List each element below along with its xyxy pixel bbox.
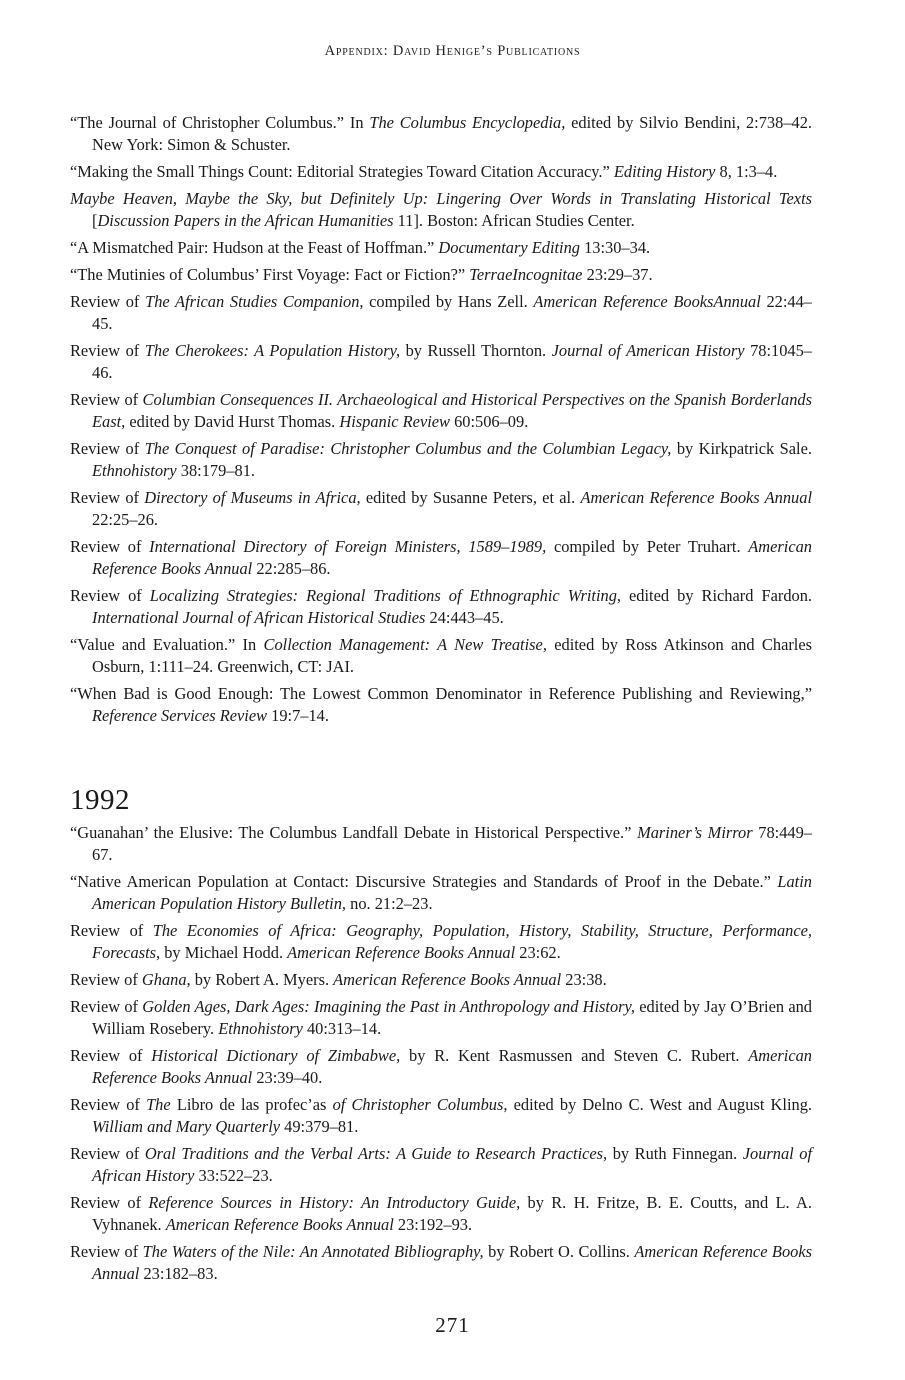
entry-text: 33:522–23. — [194, 1166, 273, 1185]
entry-text: Review of — [70, 921, 153, 940]
entry-text: 13:30–34. — [580, 238, 651, 257]
entry-text: 22:25–26. — [92, 510, 159, 529]
entry-text: Review of — [70, 390, 143, 409]
italic-title: Ethnohistory — [218, 1019, 303, 1038]
entry-text: edited by Silvio Bendini, 2:738–42. New York: Simon & Schuster. — [92, 113, 812, 154]
entry-text: 11]. Boston: African Studies Center. — [393, 211, 635, 230]
italic-title: Ghana, — [141, 970, 191, 989]
italic-title: Columbian Consequences II. Archaeological and Historical Perspectives on the Spanish Borderlands East, — [92, 390, 812, 431]
italic-title: American Reference Books Annual — [92, 537, 812, 578]
entry-text: 23:182–83. — [139, 1264, 218, 1283]
year-heading: 1992 — [70, 784, 130, 816]
entry-text: by R. H. Fritze, B. E. Coutts, and L. A. Vyhnanek. — [92, 1193, 812, 1234]
bibliography-entry — [70, 585, 812, 629]
entry-text: by Russell Thornton. — [400, 341, 552, 360]
entry-text: 38:179–81. — [176, 461, 255, 480]
italic-title: The Conquest of Paradise: Christopher Columbus and the Columbian Legacy, — [144, 439, 672, 458]
bibliography-entry — [70, 1143, 812, 1187]
bibliography-entry — [70, 389, 812, 433]
entry-text: Review of — [70, 586, 150, 605]
entry-text: Review of — [70, 1095, 147, 1114]
entry-text: by Ruth Finnegan. — [607, 1144, 743, 1163]
entry-text: 8, 1:3–4. — [715, 162, 778, 181]
bibliography-section-1992 — [70, 822, 812, 1290]
entry-text: edited by Ross Atkinson and Charles Osburn, 1:111–24. Greenwich, CT: JAI. — [92, 635, 813, 676]
italic-title: Historical Dictionary of Zimbabwe, — [151, 1046, 401, 1065]
bibliography-entry — [70, 237, 812, 259]
bibliography-entry — [70, 487, 812, 531]
bibliography-entry — [70, 683, 812, 727]
running-header: Appendix: David Henige’s Publications — [324, 43, 581, 59]
bibliography-entry — [70, 920, 812, 964]
bibliography-entry — [70, 634, 812, 678]
bibliography-entry — [70, 871, 812, 915]
italic-title: The African Studies Companion, — [145, 292, 364, 311]
entry-text: “Value and Evaluation.” In — [70, 635, 264, 654]
italic-title: The — [146, 1095, 171, 1114]
italic-title: Editing History — [613, 162, 716, 181]
entry-text: [ — [92, 211, 98, 230]
italic-title: The Cherokees: A Population History, — [144, 341, 401, 360]
italic-title: American Reference Books Annual — [333, 970, 562, 989]
italic-title: American Reference Books Annual — [287, 943, 516, 962]
bibliography-section-1991 — [70, 112, 812, 732]
entry-text: 22:285–86. — [252, 559, 331, 578]
bibliography-entry — [70, 536, 812, 580]
bibliography-entry — [70, 1241, 812, 1285]
entry-text: Review of — [70, 1193, 149, 1212]
entry-text: Review of — [70, 1046, 152, 1065]
entry-text: 78:1045–46. — [92, 341, 812, 382]
italic-title: International Directory of Foreign Ministers, 1589–1989, — [149, 537, 547, 556]
bibliography-entry — [70, 112, 812, 156]
bibliography-entry — [70, 1094, 812, 1138]
italic-title: Ethnohistory — [92, 461, 177, 480]
italic-title: Reference Services Review — [92, 706, 268, 725]
entry-text: Review of — [70, 997, 143, 1016]
entry-text: edited by Susanne Peters, et al. — [360, 488, 581, 507]
italic-title: The Economies of Africa: Geography, Population, History, Stability, Structure, Performance, Forecasts, — [92, 921, 812, 962]
entry-text: by Robert O. Collins. — [483, 1242, 635, 1261]
entry-text: “The Journal of Christopher Columbus.” In — [70, 113, 370, 132]
bibliography-entry — [70, 161, 812, 183]
bibliography-entry — [70, 264, 812, 286]
entry-text: “A Mismatched Pair: Hudson at the Feast of Hoffman.” — [70, 238, 439, 257]
italic-title: William and Mary Quarterly — [92, 1117, 281, 1136]
entry-text: 22:44–45. — [92, 292, 812, 333]
italic-title: Latin American Population History Bulletin, — [92, 872, 812, 913]
italic-title: Hispanic Review — [339, 412, 450, 431]
entry-text: 23:39–40. — [252, 1068, 323, 1087]
italic-title: Collection Management: A New Treatise, — [263, 635, 547, 654]
italic-title: Journal of American History — [551, 341, 745, 360]
entry-text: compiled by Hans Zell. — [363, 292, 534, 311]
italic-title: TerraeIncognitae — [469, 265, 583, 284]
entry-text: Libro de las profec’as — [170, 1095, 333, 1114]
entry-text: “Making the Small Things Count: Editorial Strategies Toward Citation Accuracy.” — [70, 162, 614, 181]
page-number: 271 — [435, 1313, 470, 1337]
bibliography-entry — [70, 438, 812, 482]
bibliography-entry — [70, 822, 812, 866]
entry-text: Review of — [70, 439, 145, 458]
italic-title: Reference Sources in History: An Introductory Guide, — [148, 1193, 521, 1212]
italic-title: Maybe Heaven, Maybe the Sky, but Definitely Up: Lingering Over Words in Translating Historical Texts — [70, 189, 812, 208]
bibliography-entry — [70, 340, 812, 384]
entry-text: “When Bad is Good Enough: The Lowest Common Denominator in Reference Publishing and Reviewing,” — [70, 684, 812, 703]
italic-title: American Reference BooksAnnual — [533, 292, 761, 311]
italic-title: Documentary Editing — [438, 238, 580, 257]
entry-text: 40:313–14. — [302, 1019, 382, 1038]
italic-title: American Reference Books Annual — [92, 1242, 812, 1283]
entry-text: compiled by Peter Truhart. — [546, 537, 749, 556]
bibliography-entry — [70, 1045, 812, 1089]
italic-title: Discussion Papers in the African Humanities — [97, 211, 394, 230]
entry-text: 78:449–67. — [92, 823, 812, 864]
entry-text: by Robert A. Myers. — [190, 970, 334, 989]
entry-text: by Kirkpatrick Sale. — [671, 439, 812, 458]
italic-title: of Christopher Columbus, — [332, 1095, 508, 1114]
bibliography-entry — [70, 291, 812, 335]
entry-text: “The Mutinies of Columbus’ First Voyage: Fact or Fiction?” — [70, 265, 470, 284]
entry-text: 60:506–09. — [449, 412, 529, 431]
entry-text: “Native American Population at Contact: Discursive Strategies and Standards of Proof in the Debate.” — [70, 872, 778, 891]
entry-text: Review of — [70, 341, 145, 360]
bibliography-entry — [70, 188, 812, 232]
bibliography-entry — [70, 969, 812, 991]
entry-text: 23:29–37. — [582, 265, 653, 284]
italic-title: Mariner’s Mirror — [637, 823, 753, 842]
entry-text: edited by Jay O’Brien and William Rosebery. — [92, 997, 813, 1038]
bibliography-entry — [70, 996, 812, 1040]
entry-text: edited by Richard Fardon. — [621, 586, 812, 605]
italic-title: Golden Ages, Dark Ages: Imagining the Past in Anthropology and History, — [142, 997, 636, 1016]
entry-text: “Guanahan’ the Elusive: The Columbus Landfall Debate in Historical Perspective.” — [70, 823, 638, 842]
entry-text: 19:7–14. — [267, 706, 329, 725]
italic-title: Localizing Strategies: Regional Traditions of Ethnographic Writing, — [149, 586, 621, 605]
italic-title: Oral Traditions and the Verbal Arts: A Guide to Research Practices, — [144, 1144, 608, 1163]
entry-text: Review of — [70, 292, 146, 311]
entry-text: no. 21:2–23. — [346, 894, 433, 913]
entry-text: 23:192–93. — [393, 1215, 473, 1234]
entry-text: by R. Kent Rasmussen and Steven C. Rubert. — [400, 1046, 749, 1065]
entry-text: Review of — [70, 537, 150, 556]
italic-title: American Reference Books Annual — [92, 1046, 813, 1087]
entry-text: Review of — [70, 970, 142, 989]
entry-text: Review of — [70, 488, 145, 507]
italic-title: American Reference Books Annual — [580, 488, 813, 507]
entry-text: 23:62. — [515, 943, 561, 962]
italic-title: The Columbus Encyclopedia, — [369, 113, 566, 132]
entry-text: Review of — [70, 1242, 143, 1261]
entry-text: edited by David Hurst Thomas. — [125, 412, 340, 431]
italic-title: Journal of African History — [92, 1144, 813, 1185]
italic-title: Directory of Museums in Africa, — [144, 488, 361, 507]
entry-text: Review of — [70, 1144, 145, 1163]
entry-text: 49:379–81. — [280, 1117, 359, 1136]
italic-title: American Reference Books Annual — [165, 1215, 394, 1234]
entry-text: by Michael Hodd. — [160, 943, 288, 962]
entry-text: 23:38. — [561, 970, 607, 989]
entry-text: 24:443–45. — [425, 608, 504, 627]
bibliography-entry — [70, 1192, 812, 1236]
entry-text: edited by Delno C. West and August Kling. — [507, 1095, 812, 1114]
italic-title: The Waters of the Nile: An Annotated Bibliography, — [142, 1242, 484, 1261]
italic-title: International Journal of African Historical Studies — [92, 608, 426, 627]
